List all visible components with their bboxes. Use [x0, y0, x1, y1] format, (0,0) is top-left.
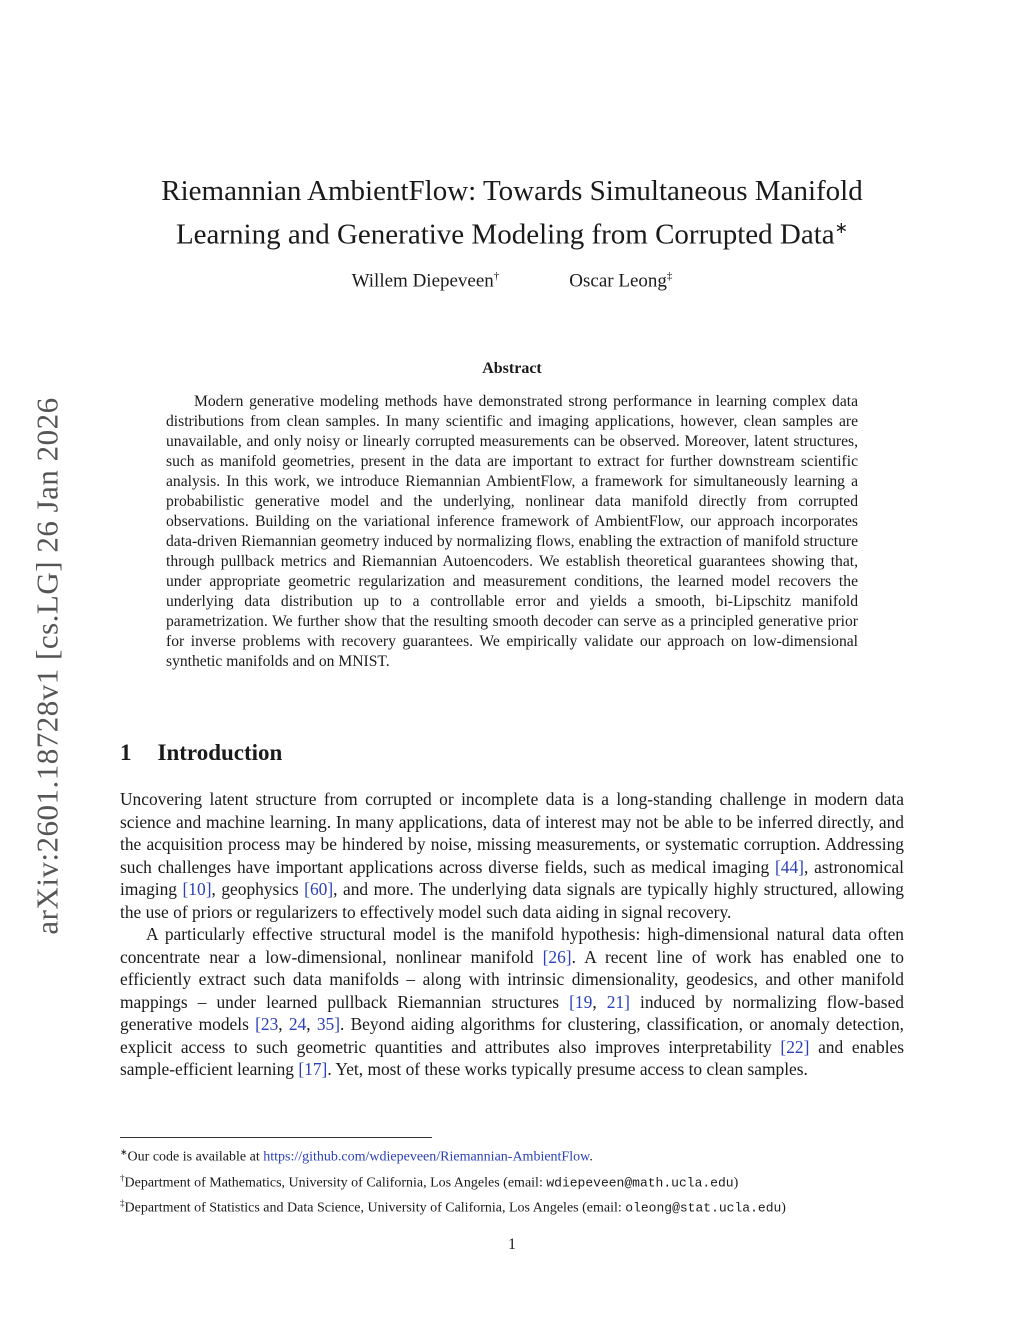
citation-link[interactable]: [10]: [182, 879, 212, 899]
email-address: oleong@stat.ucla.edu: [625, 1200, 782, 1216]
footnotes: [120, 1142, 920, 1219]
author-2: Oscar Leong‡: [569, 270, 673, 292]
section-heading: [120, 740, 282, 766]
author-1: Willem Diepeveen†: [351, 270, 500, 292]
github-link[interactable]: https://github.com/wdiepeveen/Riemannian-AmbientFlow: [263, 1149, 590, 1165]
citation-link[interactable]: [22]: [780, 1036, 810, 1057]
title-line-1: Riemannian AmbientFlow: Towards Simultaneous Manifold: [161, 175, 863, 207]
footnote-divider: [120, 1137, 432, 1138]
footnote-code: ∗Our code is available at https://github.com/wdiepeveen/Riemannian-AmbientFlow.: [120, 1147, 593, 1165]
citation-link[interactable]: [60]: [304, 879, 334, 899]
footnote-author-2: ‡Department of Statistics and Data Science, University of California, Los Angeles (email: oleong@stat.ucla.edu): [120, 1198, 786, 1216]
title-footnote-mark: ∗: [834, 220, 849, 237]
abstract-text: Modern generative modeling methods have demonstrated strong performance in learning complex data distributions from clean samples. In many scientific and imaging applications, however, clean samples are unavailable, and only noisy or linearly corrupted measurements can be observed. Moreover, latent structures, such as manifold geometries, present in the data are important to extract for further downstream scientific analysis. In this work, we introduce Riemannian AmbientFlow, a framework for simultaneously learning a probabilistic generative model and the underlying, nonlinear data manifold directly from corrupted observations. Building on the variational inference framework of AmbientFlow, our approach incorporates data-driven Riemannian geometry induced by normalizing flows, enabling the extraction of manifold structure through pullback metrics and Riemannian Autoencoders. We establish theoretical guarantees showing that, under appropriate geometric regularization and measurement conditions, the learned model recovers the underlying data distribution up to a controllable error and yields a smooth, bi-Lipschitz manifold parametrization. We further show that the resulting smooth decoder can serve as a principled generative prior for inverse problems with recovery guarantees. We empirically validate our approach on low-dimensional synthetic manifolds and on MNIST.: [166, 393, 858, 670]
arxiv-stamp: [8, 376, 88, 956]
arxiv-stamp-text: arXiv:2601.18728v1 [cs.LG] 26 Jan 2026: [30, 397, 65, 935]
citation-link[interactable]: [23: [255, 1014, 279, 1034]
intro-paragraph-1: Uncovering latent structure from corrupted or incomplete data is a long-standing challenge in modern data science and machine learning. In many applications, data of interest may not be able to be inferred directly, and the acquisition process may be hindered by noise, missing measurements, or systematic corruption. Addressing such challenges have important applications across diverse fields, such as medical imaging [44], astronomical imaging [10], geophysics [60], and more. The underlying data signals are typically highly structured, allowing the use of priors or regularizers to effectively model such data aiding in signal recovery.: [120, 789, 904, 922]
intro-paragraph-2: A particularly effective structural model is the manifold hypothesis: high-dimensional natural data often concentrate near a low-dimensional, nonlinear manifold [26]. A recent line of work has enabled one to efficiently extract such data manifolds – along with intrinsic dimensionality, geodesics, and other manifold mappings – under learned pullback Riemannian structures [19, 21] induced by normalizing flow-based generative models [23, 24, 35]. Beyond aiding algorithms for clustering, classification, or anomaly detection, explicit access to such geometric quantities and attributes also improves interpretability [22] and enables sample-efficient learning [17]. Yet, most of these works typically presume access to clean samples.: [120, 924, 905, 1079]
title-line-2: Learning and Generative Modeling from Corrupted Data∗: [175, 218, 849, 251]
citation-link[interactable]: [44]: [774, 856, 804, 877]
citation-link[interactable]: [17]: [298, 1059, 328, 1079]
citation-link[interactable]: [26]: [542, 946, 572, 967]
citation-link[interactable]: [19: [569, 991, 593, 1012]
section-number: 1: [120, 740, 132, 765]
footnote-author-1: †Department of Mathematics, University of California, Los Angeles (email: wdiepeveen@math.ucla.edu): [120, 1172, 739, 1191]
citation-link[interactable]: 24: [288, 1014, 307, 1034]
introduction-body: [120, 788, 904, 1081]
author-list: [120, 270, 904, 292]
email-address: wdiepeveen@math.ucla.edu: [546, 1175, 734, 1191]
abstract-heading: Abstract: [482, 360, 542, 377]
page-number: 1: [508, 1236, 516, 1253]
citation-link[interactable]: 21]: [606, 991, 630, 1012]
paper-title: [120, 172, 904, 254]
section-title: Introduction: [157, 740, 283, 765]
citation-link[interactable]: 35]: [316, 1014, 341, 1034]
